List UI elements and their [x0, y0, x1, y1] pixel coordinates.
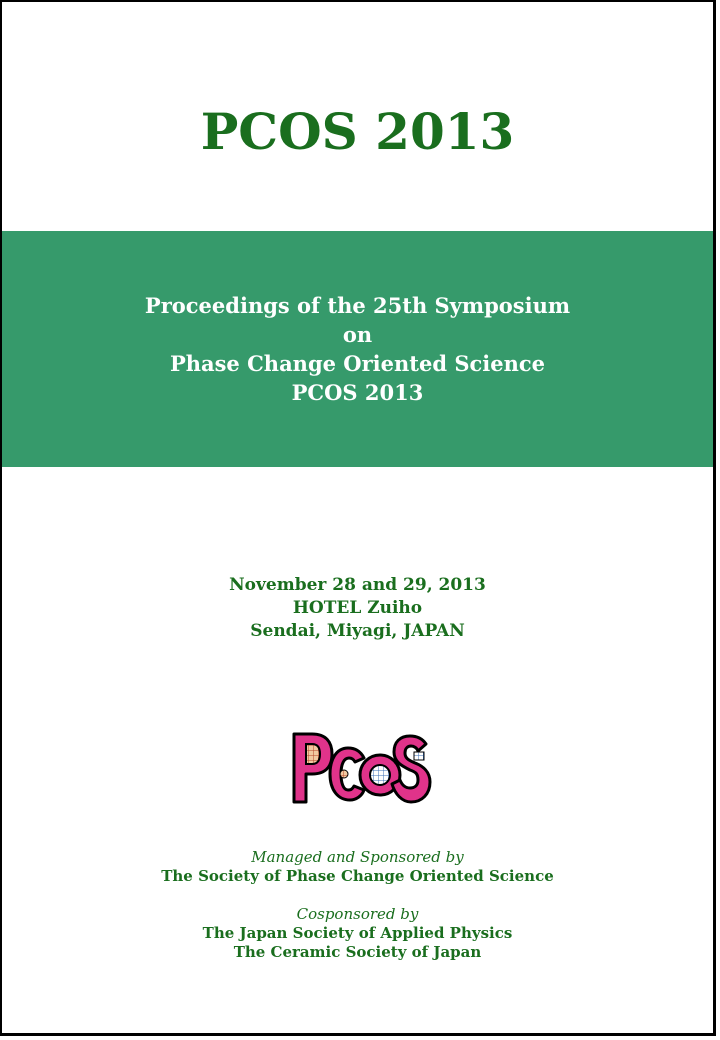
- pcos-logo: [288, 730, 434, 806]
- credits: [2, 848, 713, 962]
- event-location: Sendai, Miyagi, JAPAN: [250, 621, 465, 641]
- cosponsor: The Japan Society of Applied Physics: [202, 924, 513, 942]
- proceedings-title: [2, 291, 713, 407]
- cosponsored-label: Cosponsored by: [296, 905, 419, 923]
- managed-label: Managed and Sponsored by: [251, 848, 464, 866]
- event-date: November 28 and 29, 2013: [229, 575, 486, 595]
- band-line: on: [342, 322, 373, 347]
- band-line: PCOS 2013: [291, 380, 424, 405]
- event-venue: HOTEL Zuiho: [292, 598, 423, 618]
- managed-by: The Society of Phase Change Oriented Science: [161, 867, 554, 885]
- event-info: [2, 574, 713, 643]
- band-line: Proceedings of the 25th Symposium: [144, 293, 571, 318]
- band-line: Phase Change Oriented Science: [169, 351, 546, 376]
- cosponsor: The Ceramic Society of Japan: [233, 943, 482, 961]
- cover-title: PCOS 2013: [200, 102, 515, 161]
- title-band: [2, 231, 713, 467]
